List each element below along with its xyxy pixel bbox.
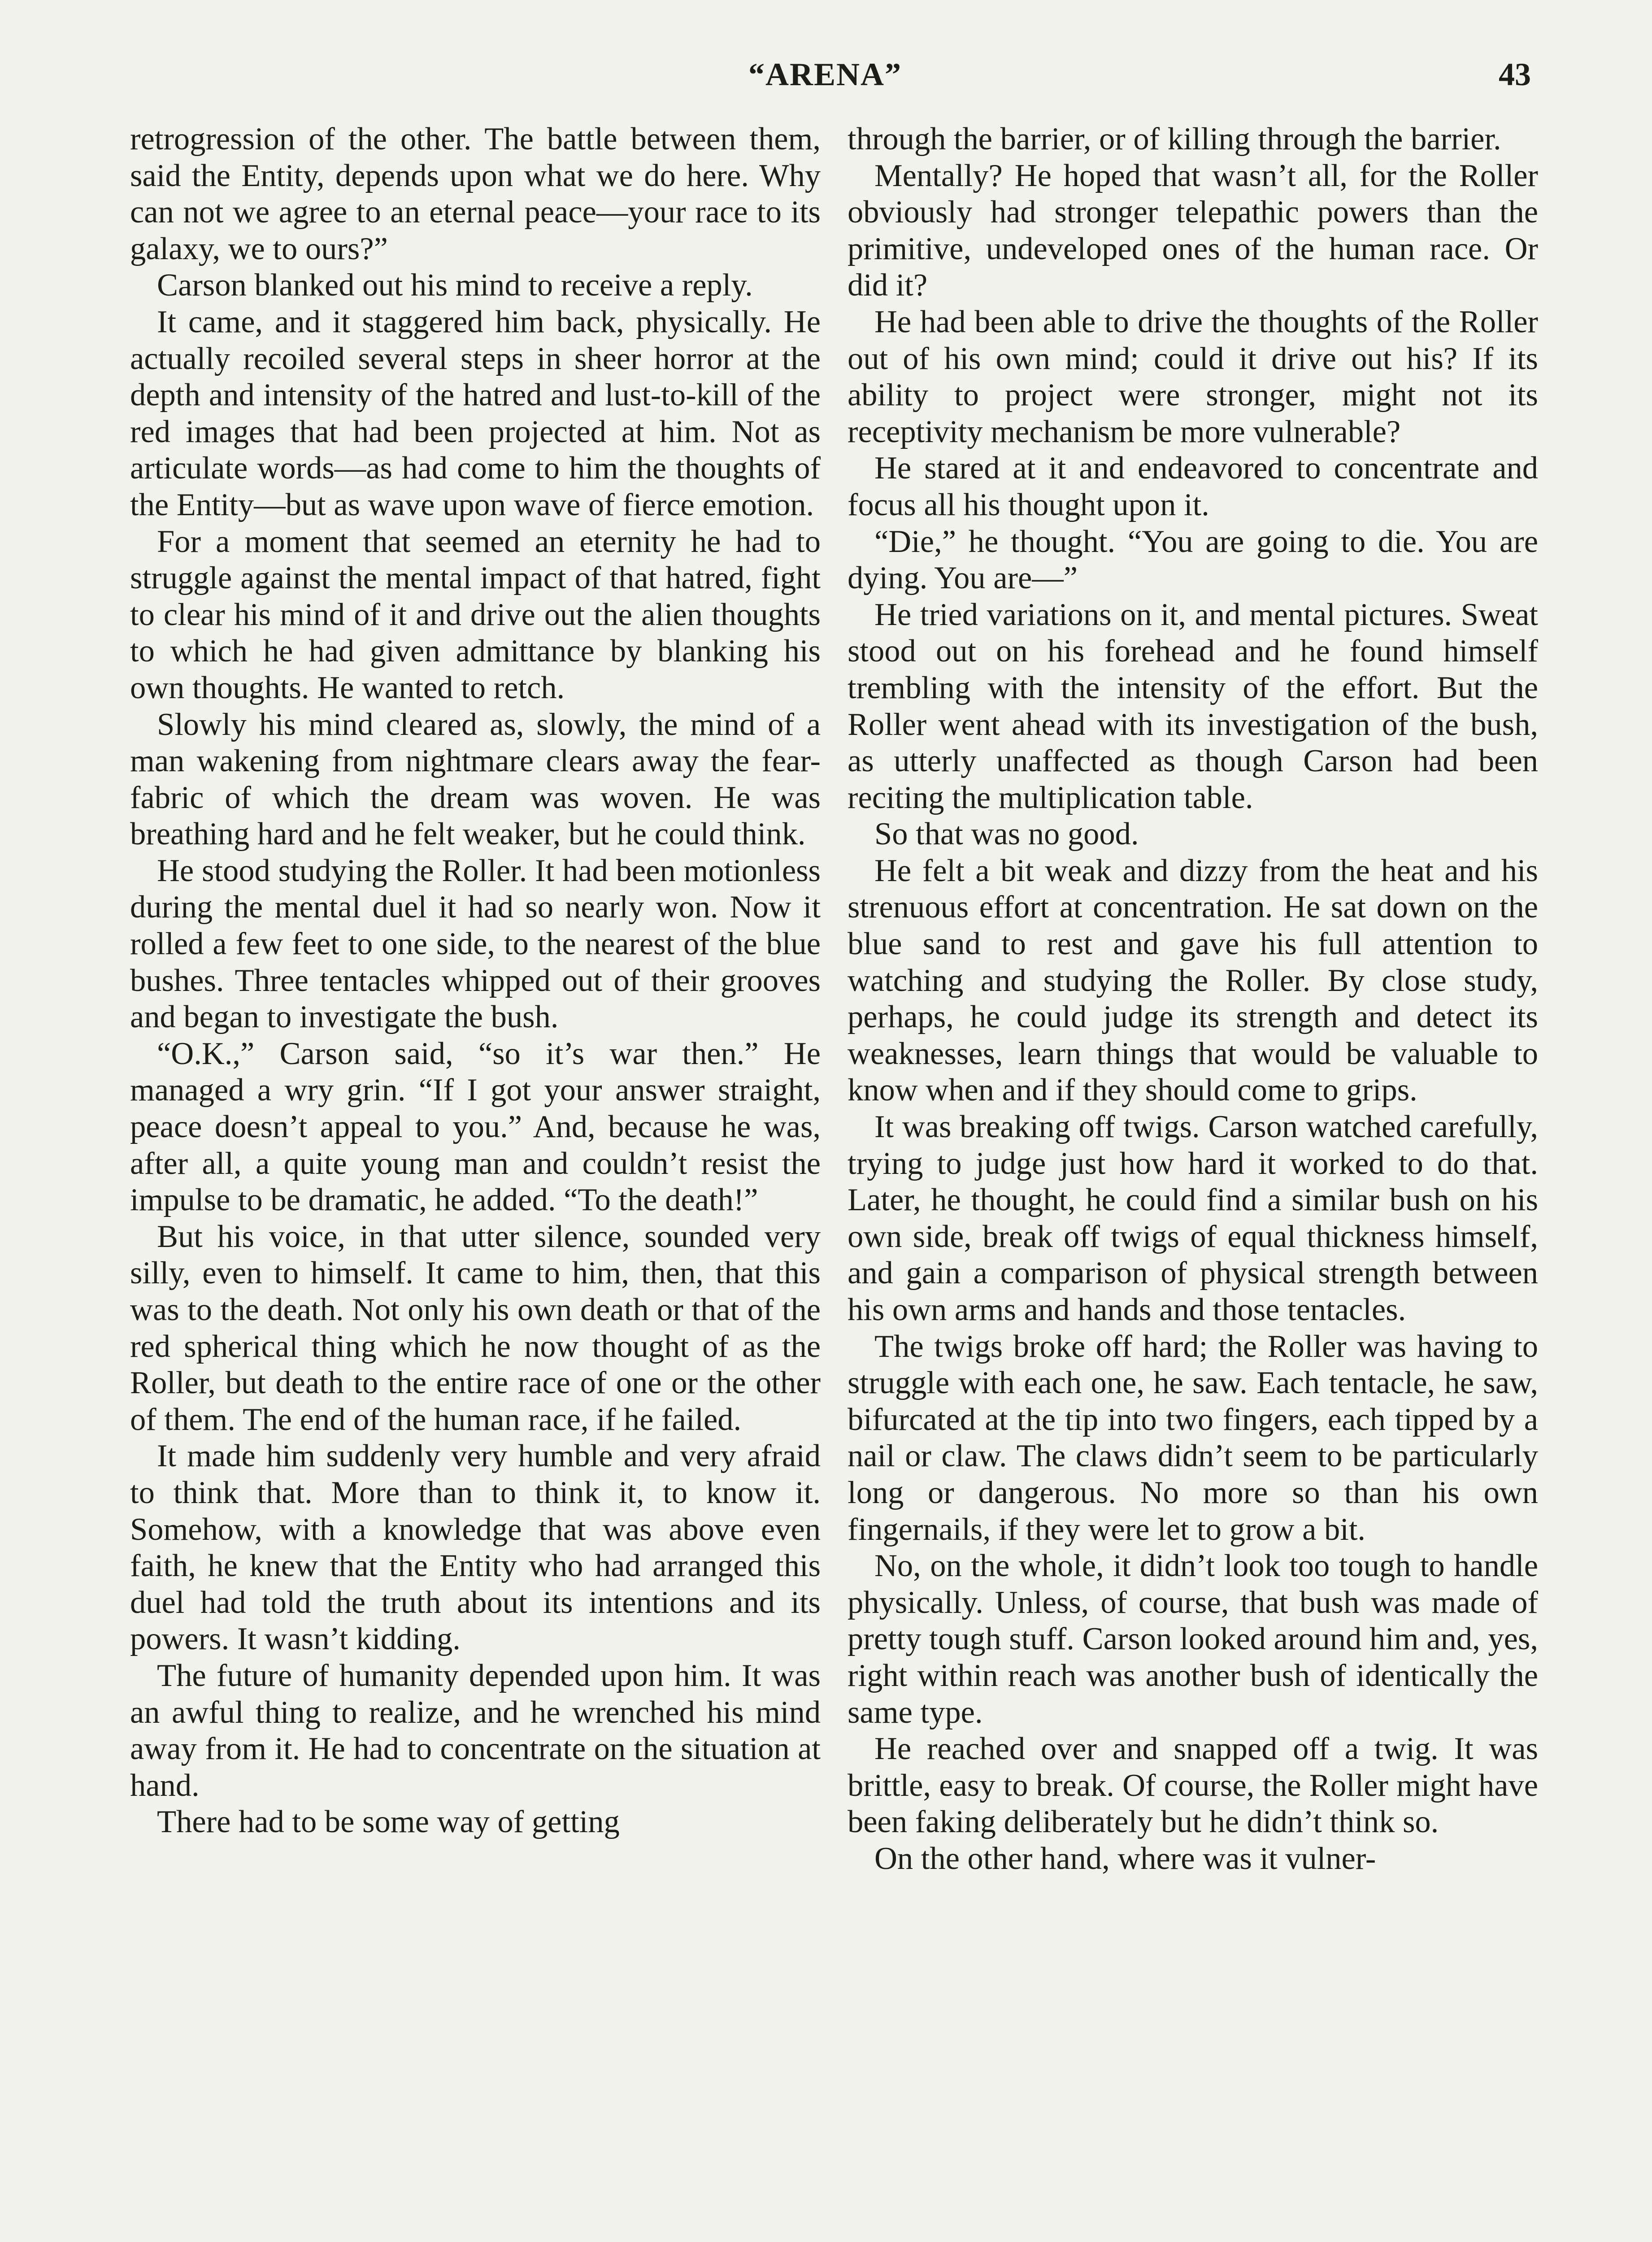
- paragraph: But his voice, in that utter silence, sounded very silly, even to himself. It came to him, then, that this was to the death. Not only his own death or that of the red spherical thing which he now thought of as the Roller, but death to the entire race of one or the other of them. The end of the human race, if he failed.: [130, 1219, 821, 1437]
- paragraph: So that was no good.: [874, 817, 1139, 852]
- paragraph: through the barrier, or of killing through the barrier.: [848, 122, 1501, 156]
- running-header-title: “ARENA”: [748, 56, 902, 92]
- paragraph: On the other hand, where was it vulner-: [874, 1841, 1376, 1876]
- paragraph: He felt a bit weak and dizzy from the heat and his strenuous effort at concentration. He sat down on the blue sand to rest and gave his full attention to watching and studying the Roller. By close study, perhaps, he could judge its strength and detect its weaknesses, learn things that would be valuable to know when and if they should come to grips.: [848, 853, 1538, 1108]
- paragraph: He tried variations on it, and mental pictures. Sweat stood out on his forehead and he found himself trembling with the intensity of the effort. But the Roller went ahead with its investigation of the bush, as utterly unaffected as though Carson had been reciting the multiplication table.: [848, 597, 1538, 815]
- paragraph: It made him suddenly very humble and very afraid to think that. More than to think it, to know it. Somehow, with a knowledge that was above even faith, he knew that the Entity who had arranged this duel had told the truth about its intentions and its powers. It wasn’t kidding.: [130, 1438, 821, 1657]
- paragraph: It was breaking off twigs. Carson watched carefully, trying to judge just how hard it worked to do that. Later, he thought, he could find a similar bush on his own side, break off twigs of equal thickness himself, and gain a comparison of physical strength between his own arms and hands and those tentacles.: [848, 1109, 1538, 1327]
- paragraph: “O.K.,” Carson said, “so it’s war then.” He managed a wry grin. “If I got your answer straight, peace doesn’t appeal to you.” And, because he was, after all, a quite young man and couldn’t resist the impulse to be dramatic, he added. “To the death!”: [130, 1036, 821, 1218]
- left-column: [130, 121, 821, 1841]
- paragraph: “Die,” he thought. “You are going to die. You are dying. You are—”: [848, 524, 1538, 596]
- paragraph: The twigs broke off hard; the Roller was having to struggle with each one, he saw. Each tentacle, he saw, bifurcated at the tip into two fingers, each tipped by a nail or claw. The claws didn’t seem to be particularly long or dangerous. No more so than his own fingernails, if they were let to grow a bit.: [848, 1329, 1538, 1547]
- paragraph: The future of humanity depended upon him. It was an awful thing to realize, and he wrenched his mind away from it. He had to concentrate on the situation at hand.: [130, 1658, 821, 1803]
- paragraph: He had been able to drive the thoughts of the Roller out of his own mind; could it drive out his? If its ability to project were stronger, might not its receptivity mechanism be more vulnerable?: [848, 304, 1538, 449]
- paragraph: He stood studying the Roller. It had been motionless during the mental duel it had so nearly won. Now it rolled a few feet to one side, to the nearest of the blue bushes. Three tentacles whipped out of their grooves and began to investigate the bush.: [130, 853, 821, 1035]
- paragraph: Slowly his mind cleared as, slowly, the mind of a man wakening from nightmare clears away the fear-fabric of which the dream was woven. He was breathing hard and he felt weaker, but he could think.: [130, 707, 821, 852]
- paragraph: Carson blanked out his mind to receive a reply.: [157, 268, 753, 303]
- page-number: 43: [1499, 56, 1531, 92]
- paragraph: There had to be some way of getting: [157, 1804, 620, 1840]
- paragraph: retrogression of the other. The battle between them, said the Entity, depends upon what we do here. Why can not we agree to an eternal peace—your race to its galaxy, we to ours?”: [130, 122, 821, 266]
- paragraph: He reached over and snapped off a twig. It was brittle, easy to break. Of course, the Roller might have been faking deliberately but he didn’t think so.: [848, 1731, 1538, 1840]
- paragraph: No, on the whole, it didn’t look too tough to handle physically. Unless, of course, that bush was made of pretty tough stuff. Carson looked around him and, yes, right within reach was another bush of identically the same type.: [848, 1548, 1538, 1730]
- paragraph: He stared at it and endeavored to concentrate and focus all his thought upon it.: [848, 451, 1538, 522]
- right-column: [848, 121, 1538, 1877]
- paragraph: Mentally? He hoped that wasn’t all, for the Roller obviously had stronger telepathic powers than the primitive, undeveloped ones of the human race. Or did it?: [848, 158, 1538, 303]
- paragraph: For a moment that seemed an eternity he had to struggle against the mental impact of that hatred, fight to clear his mind of it and drive out the alien thoughts to which he had given admittance by blanking his own thoughts. He wanted to retch.: [130, 524, 821, 705]
- paragraph: It came, and it staggered him back, physically. He actually recoiled several steps in sheer horror at the depth and intensity of the hatred and lust-to-kill of the red images that had been projected at him. Not as articulate words—as had come to him the thoughts of the Entity—but as wave upon wave of fierce emotion.: [130, 304, 821, 522]
